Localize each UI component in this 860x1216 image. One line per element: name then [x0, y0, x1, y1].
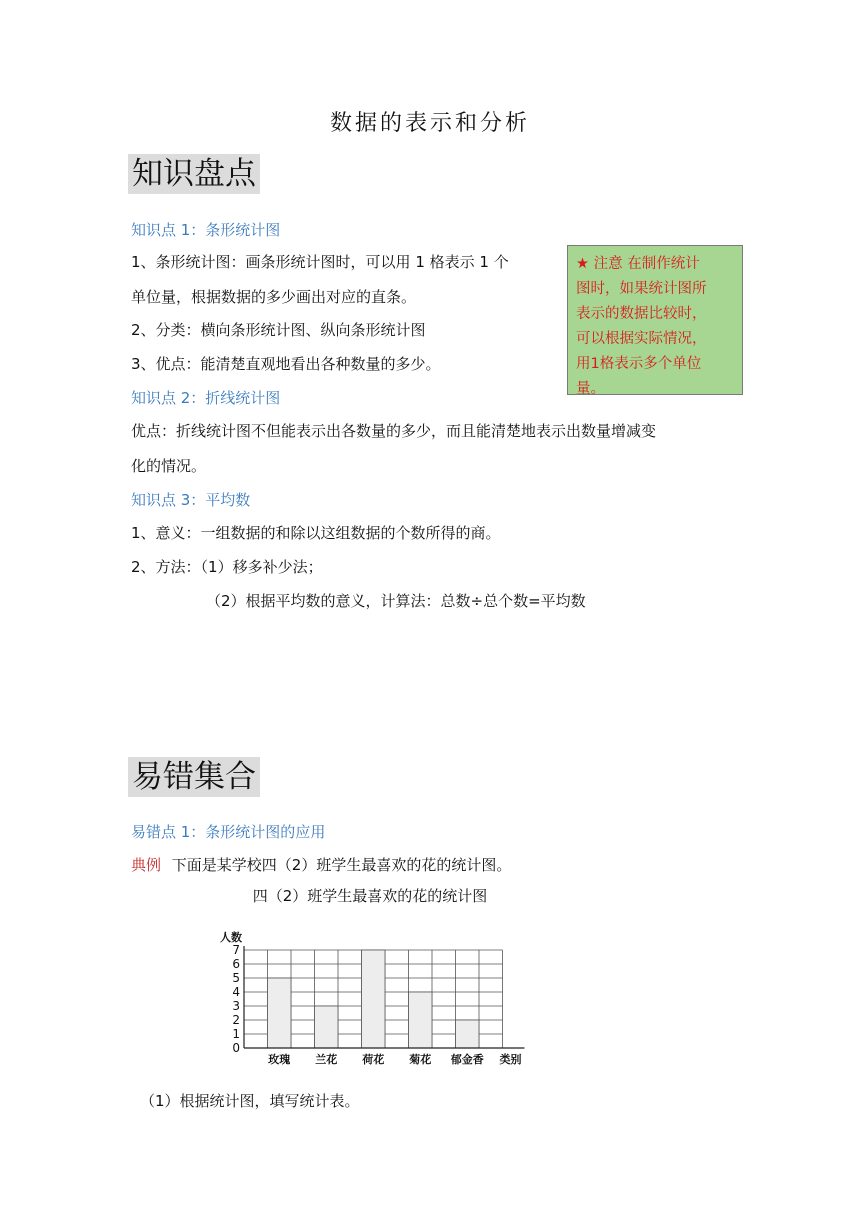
y-axis-label: 人数: [220, 931, 242, 944]
x-category-label: 郁金香: [450, 1053, 484, 1066]
kp1-line-1: 1、条形统计图：画条形统计图时，可以用 1 格表示 1 个: [131, 253, 509, 271]
knowledge-point-2-title: 知识点 2：折线统计图: [131, 389, 281, 407]
example-tag: 典例: [131, 856, 162, 874]
bar-chart: [210, 918, 530, 1073]
knowledge-point-1-title: 知识点 1：条形统计图: [131, 221, 281, 239]
x-axis-label: 类别: [499, 1053, 522, 1066]
y-tick-label: 6: [232, 957, 240, 971]
note-line-5: 用1格表示多个单位: [576, 356, 702, 372]
x-category-label: 玫瑰: [268, 1053, 291, 1066]
note-line-6: 量。: [576, 381, 605, 397]
bar: [456, 1020, 480, 1048]
note-line-2: 图时，如果统计图所: [576, 281, 707, 297]
kp1-line-3: 2、分类：横向条形统计图、纵向条形统计图: [131, 321, 426, 339]
kp3-line-2: 2、方法：（1）移多补少法；: [131, 558, 323, 576]
example-text: 下面是某学校四（2）班学生最喜欢的花的统计图。: [171, 856, 512, 874]
mistake-point-1-title: 易错点 1：条形统计图的应用: [131, 823, 326, 841]
question-1: （1）根据统计图，填写统计表。: [140, 1092, 360, 1110]
y-tick-label: 3: [232, 999, 240, 1013]
section-heading-mistakes: 易错集合: [128, 757, 260, 797]
note-line-1: 注意 在制作统计: [593, 256, 700, 272]
kp1-line-2: 单位量，根据数据的多少画出对应的直条。: [131, 288, 417, 306]
kp3-line-3: （2）根据平均数的意义，计算法：总数÷总个数=平均数: [206, 592, 586, 610]
x-category-label: 兰花: [315, 1053, 338, 1066]
chart-title: 四（2）班学生最喜欢的花的统计图: [252, 887, 488, 905]
x-category-label: 菊花: [409, 1053, 432, 1066]
document-title: 数据的表示和分析: [329, 111, 530, 136]
kp3-line-1: 1、意义：一组数据的和除以这组数据的个数所得的商。: [131, 524, 501, 542]
y-tick-label: 4: [232, 985, 240, 999]
y-tick-label: 1: [232, 1027, 240, 1041]
y-tick-label: 5: [232, 971, 240, 985]
knowledge-point-3-title: 知识点 3：平均数: [131, 491, 251, 509]
kp2-line-1: 优点：折线统计图不但能表示出各数量的多少，而且能清楚地表示出数量增减变: [131, 422, 657, 440]
kp1-line-4: 3、优点：能清楚直观地看出各种数量的多少。: [131, 355, 441, 373]
bar: [409, 992, 433, 1048]
section-heading-knowledge: 知识盘点: [128, 154, 260, 194]
star-icon: ★: [576, 256, 589, 272]
note-line-4: 可以根据实际情况，: [576, 331, 707, 347]
x-category-label: 荷花: [362, 1053, 385, 1066]
note-line-3: 表示的数据比较时，: [576, 306, 707, 322]
y-tick-label: 7: [232, 943, 240, 957]
kp2-line-2: 化的情况。: [131, 457, 207, 475]
bar: [315, 1006, 339, 1048]
bar: [362, 950, 386, 1048]
example-line: [131, 854, 511, 875]
bar: [268, 978, 292, 1048]
y-tick-label: 2: [232, 1013, 240, 1027]
y-tick-label: 0: [232, 1041, 240, 1055]
note-box: [567, 245, 743, 395]
